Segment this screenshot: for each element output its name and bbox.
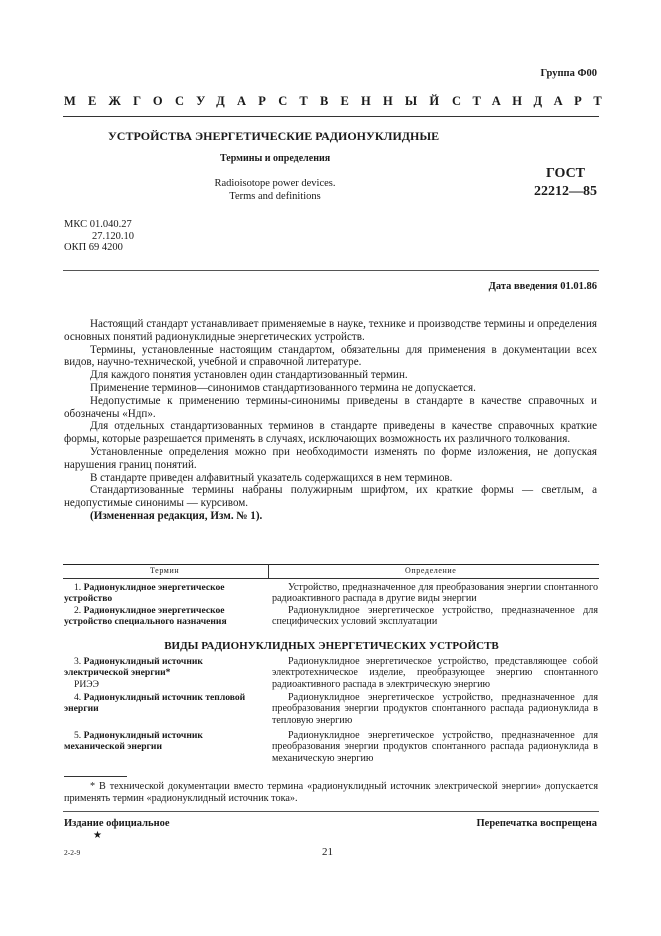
table-row-term	[64, 656, 264, 690]
table-top-rule	[63, 564, 599, 565]
gost-number: 22212—85	[534, 184, 597, 199]
paragraph: Настоящий стандарт устанавливает применяемые в науке, технике и производстве термины и определения основных понятий радионуклидные энергетических устройств.	[64, 318, 597, 343]
gost-designation	[534, 165, 597, 201]
heading-interstate: МЕЖГОСУДАРСТВЕННЫЙ	[64, 94, 452, 108]
table-column-divider	[268, 564, 269, 578]
table-row-term	[64, 692, 264, 715]
introduction-text	[64, 318, 597, 523]
date-value: 01.01.86	[560, 281, 597, 292]
mks-code-1: МКС 01.040.27	[64, 219, 132, 230]
term-name: Радионуклидный источник механической энергии	[64, 730, 203, 753]
introduction-date	[489, 281, 597, 292]
term-name: Радионуклидное энергетическое устройство	[64, 582, 225, 605]
paragraph: Установленные определения можно при необходимости изменять по форме изложения, не допуская нарушения границ понятий.	[64, 445, 597, 471]
term-number: 3.	[74, 656, 82, 667]
paragraph: Применение терминов—синонимов стандартизованного термина не допускается.	[90, 381, 476, 394]
okp-code: ОКП 69 4200	[64, 242, 123, 253]
paragraph: Стандартизованные термины набраны полужирным шрифтом, их краткие формы — светлым, а недопустимые синонимы — курсивом.	[64, 484, 597, 510]
term-number: 4.	[74, 692, 82, 703]
english-title	[200, 178, 350, 203]
footer-rule	[63, 811, 599, 812]
table-row-definition: Радионуклидное энергетическое устройство, предназначенное для преобразования энергии продуктов спонтанного распада радионуклида в механическую энергию	[272, 730, 598, 764]
table-row-term	[64, 582, 264, 605]
term-name: Радионуклидный источник электрической энергии*	[64, 656, 203, 679]
star-icon: ★	[93, 830, 102, 841]
paragraph: Для отдельных стандартизованных терминов в стандарте приведены в качестве справочных краткие формы, которые разрешается применять в случаях, исключающих возможность их различного толкования.	[64, 420, 597, 446]
table-row-definition: Радионуклидное энергетическое устройство, предназначенное для специфических условий эксплуатации	[272, 605, 598, 628]
section-heading: ВИДЫ РАДИОНУКЛИДНЫХ ЭНЕРГЕТИЧЕСКИХ УСТРОЙСТВ	[164, 640, 499, 652]
term-name: Радионуклидный источник тепловой энергии	[64, 692, 246, 715]
header-rule	[63, 270, 599, 271]
mks-code-2: 27.120.10	[92, 230, 134, 242]
paragraph: Недопустимые к применению термины-синонимы приведены в стандарте в качестве справочных и обозначены «Ндп».	[64, 394, 597, 420]
column-header-definition: Определение	[405, 566, 457, 575]
table-row-term	[64, 605, 264, 628]
term-name: Радионуклидное энергетическое устройство специального назначения	[64, 605, 227, 628]
table-row-definition: Радионуклидное энергетическое устройство, представляющее собой электротехническое изделие, преобразующее энергию спонтанного радиоактивного распада в электрическую энергию	[272, 656, 598, 690]
table-row-term	[64, 730, 264, 753]
english-title-line2: Terms and definitions	[229, 190, 321, 202]
classification-codes	[64, 219, 134, 254]
reprint-notice: Перепечатка воспрещена	[476, 818, 597, 829]
column-header-term: Термин	[150, 566, 180, 575]
footnote-rule	[64, 776, 127, 777]
term-short-form: РИЭЭ	[74, 678, 99, 690]
date-label: Дата введения	[488, 281, 558, 292]
english-title-line1: Radioisotope power devices.	[214, 178, 336, 189]
paragraph: Термины, установленные настоящим стандартом, обязательны для применения в документации всех видов, научно-технической, учебной и справочной литературе.	[64, 343, 597, 369]
term-number: 1.	[74, 582, 82, 593]
term-number: 5.	[74, 730, 82, 741]
print-code: 2-2-9	[64, 848, 81, 857]
group-code: Группа Ф00	[540, 68, 597, 79]
official-edition: Издание официальное	[64, 818, 170, 829]
table-row-definition: Радионуклидное энергетическое устройство, предназначенное для преобразования энергии продуктов спонтанного распада радионуклида в тепловую энергию	[272, 692, 598, 726]
paragraph: В стандарте приведен алфавитный указатель содержащихся в нем терминов.	[90, 471, 453, 484]
page-number: 21	[322, 846, 333, 858]
term-number: 2.	[74, 605, 82, 616]
amendment-note: (Измененная редакция, Изм. № 1).	[90, 509, 263, 522]
paragraph: Для каждого понятия установлен один стандартизованный термин.	[90, 369, 408, 382]
heading-standard: СТАНДАРТ	[452, 94, 614, 108]
top-rule	[63, 116, 599, 117]
document-subtitle: Термины и определения	[220, 153, 331, 164]
table-header-rule	[63, 578, 599, 579]
footnote: * В технической документации вместо термина «радионуклидный источник электрической энергии» допускается применять термин «радионуклидный источник тока».	[64, 781, 598, 804]
document-title: УСТРОЙСТВА ЭНЕРГЕТИЧЕСКИЕ РАДИОНУКЛИДНЫЕ	[108, 129, 440, 143]
table-row-definition: Устройство, предназначенное для преобразования энергии спонтанного радиоактивного распада в другие виды энергии	[272, 582, 598, 605]
gost-label: ГОСТ	[545, 166, 586, 181]
